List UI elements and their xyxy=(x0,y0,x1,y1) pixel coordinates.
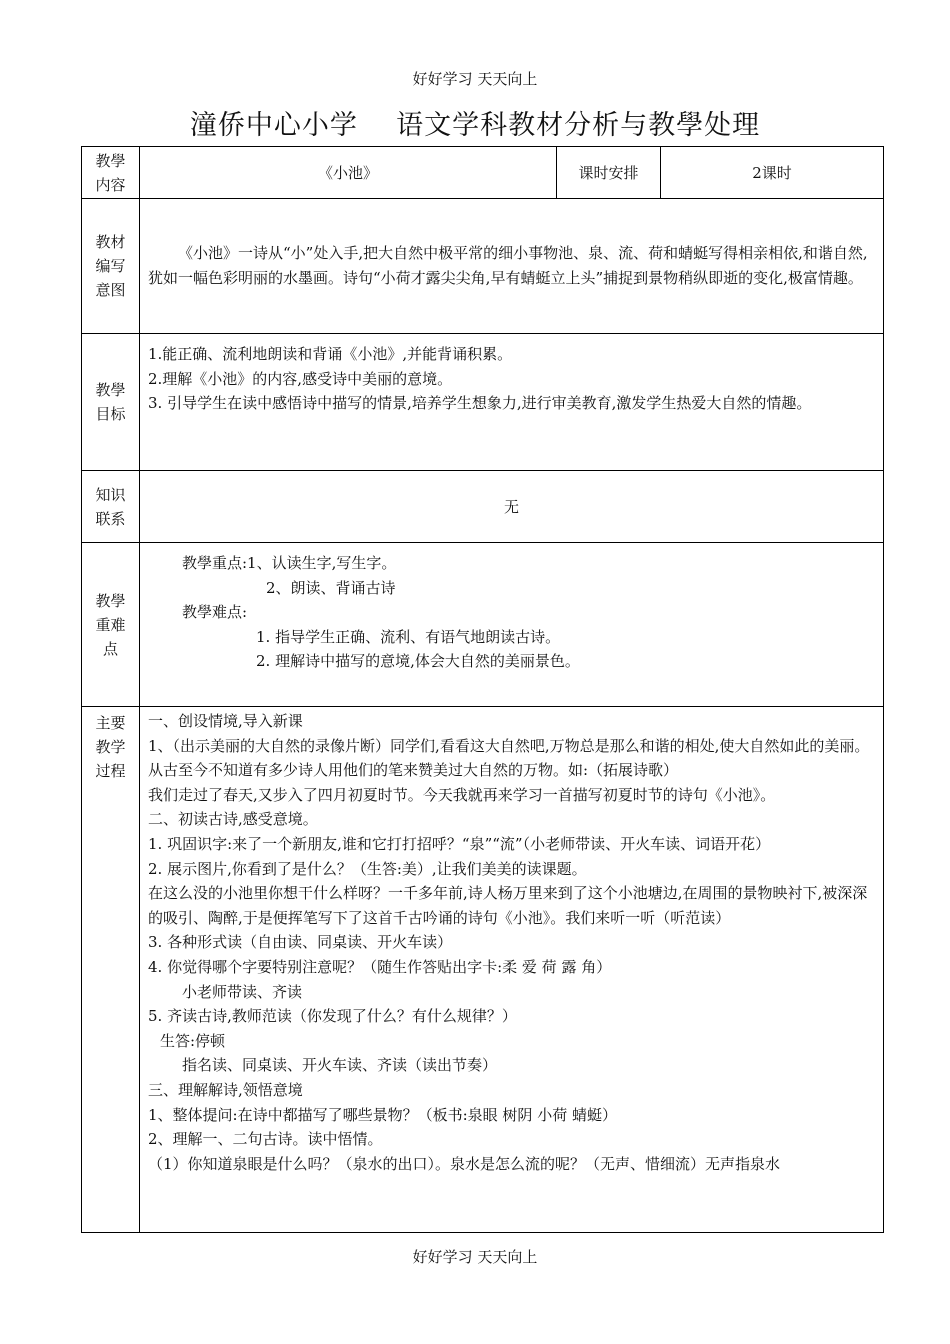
process-line: （1）你知道泉眼是什么吗？（泉水的出口）。泉水是怎么流的呢？（无声、惜细流）无声指泉水 xyxy=(148,1154,781,1173)
writing-intent-text: 《小池》一诗从“小”处入手,把大自然中极平常的细小事物池、泉、流、荷和蜻蜓写得相亲相依,和谐自然,犹如一幅色彩明丽的水墨画。诗句“小荷才露尖尖角,早有蜻蜓立上头”捕捉到景物稍纵即逝的变化,极富情趣。 xyxy=(140,199,884,334)
process-line: 小老师带读、齐读 xyxy=(182,982,303,1001)
row-key-points xyxy=(82,543,884,707)
lesson-title: 《小池》 xyxy=(140,147,557,199)
key-point-line: 教學重点:1、认读生字,写生字。 xyxy=(182,554,397,572)
process-line: 生答:停顿 xyxy=(160,1031,226,1050)
process-line: 三、理解解诗,领悟意境 xyxy=(148,1080,303,1099)
process-line: 在这么没的小池里你想干什么样呀？一千多年前,诗人杨万里来到了这个小池塘边,在周围的景物映衬下,被深深的吸引、陶醉,于是便挥笔写下了这首千古吟诵的诗句《小池》。我们来听一听（听范读） xyxy=(148,884,868,927)
process-line: 1、整体提问:在诗中都描写了哪些景物？（板书:泉眼 树阴 小荷 蜻蜓） xyxy=(148,1105,617,1124)
difficulty-line: 2. 理解诗中描写的意境,体会大自然的美丽景色。 xyxy=(256,652,580,671)
key-point-line: 2、朗读、背诵古诗 xyxy=(266,578,396,597)
process-line: 4. 你觉得哪个字要特别注意呢？（随生作答贴出字卡:柔 爱 荷 露 角） xyxy=(148,957,612,976)
lesson-plan-table xyxy=(81,146,884,1233)
page-header: 好好学习 天天向上 xyxy=(412,70,538,88)
label-process: 主要 教学 过程 xyxy=(82,707,140,1233)
process-line: 二、初读古诗,感受意境。 xyxy=(148,810,318,829)
process-line: 2、理解一、二句古诗。读中悟情。 xyxy=(148,1130,383,1149)
row-process xyxy=(82,707,884,1233)
process-line: 2. 展示图片,你看到了是什么？（生答:美）,让我们美美的读课题。 xyxy=(148,859,587,878)
page-footer: 好好学习 天天向上 xyxy=(412,1248,538,1266)
row-teaching-goals xyxy=(82,334,884,471)
row-writing-intent xyxy=(82,199,884,334)
row-teaching-content xyxy=(82,147,884,199)
goal-item: 2.理解《小池》的内容,感受诗中美丽的意境。 xyxy=(148,369,453,388)
process-line: 3. 各种形式读（自由读、同桌读、开火车读） xyxy=(148,933,453,952)
process-line: 指名读、同桌读、开火车读、齐读（读出节奏） xyxy=(182,1056,498,1075)
process-line: 1、（出示美丽的大自然的录像片断）同学们,看看这大自然吧,万物总是那么和谐的相处,使大自然如此的美丽。从古至今不知道有多少诗人用他们的笔来赞美过大自然的万物。如:（拓展诗歌） xyxy=(148,736,870,780)
row-knowledge xyxy=(82,471,884,543)
process-line: 5. 齐读古诗,教师范读（你发现了什么？有什么规律？） xyxy=(148,1007,517,1026)
key-points xyxy=(140,543,884,707)
difficulty-heading: 教學难点: xyxy=(182,603,248,622)
knowledge-value: 无 xyxy=(140,471,884,543)
process-line: 一、创设情境,导入新课 xyxy=(148,712,303,730)
goal-item: 1.能正确、流利地朗读和背诵《小池》,并能背诵积累。 xyxy=(148,345,513,363)
goal-item: 3. 引导学生在读中感悟诗中描写的情景,培养学生想象力,进行审美教育,激发学生热爱大自然的情趣。 xyxy=(148,394,812,413)
process-line: 我们走过了春天,又步入了四月初夏时节。今天我就再来学习一首描写初夏时节的诗句《小池》。 xyxy=(148,785,776,804)
teaching-process xyxy=(140,707,884,1233)
teaching-goals xyxy=(140,334,884,471)
label-key-points: 教學 重难 点 xyxy=(82,543,140,707)
label-teaching-content: 教學 内容 xyxy=(82,147,140,199)
label-schedule: 课时安排 xyxy=(557,147,661,199)
process-line: 1. 巩固识字:来了一个新朋友,谁和它打打招呼？“泉”“流”（小老师带读、开火车读、词语开花） xyxy=(148,834,771,853)
label-knowledge: 知识 联系 xyxy=(82,471,140,543)
label-writing-intent: 教材 编写 意图 xyxy=(82,199,140,334)
difficulty-line: 1. 指导学生正确、流利、有语气地朗读古诗。 xyxy=(256,627,561,646)
schedule-value: 2课时 xyxy=(661,147,884,199)
label-teaching-goals: 教學 目标 xyxy=(82,334,140,471)
document-title: 潼侨中心小学 语文学科教材分析与教學处理 xyxy=(189,110,761,141)
